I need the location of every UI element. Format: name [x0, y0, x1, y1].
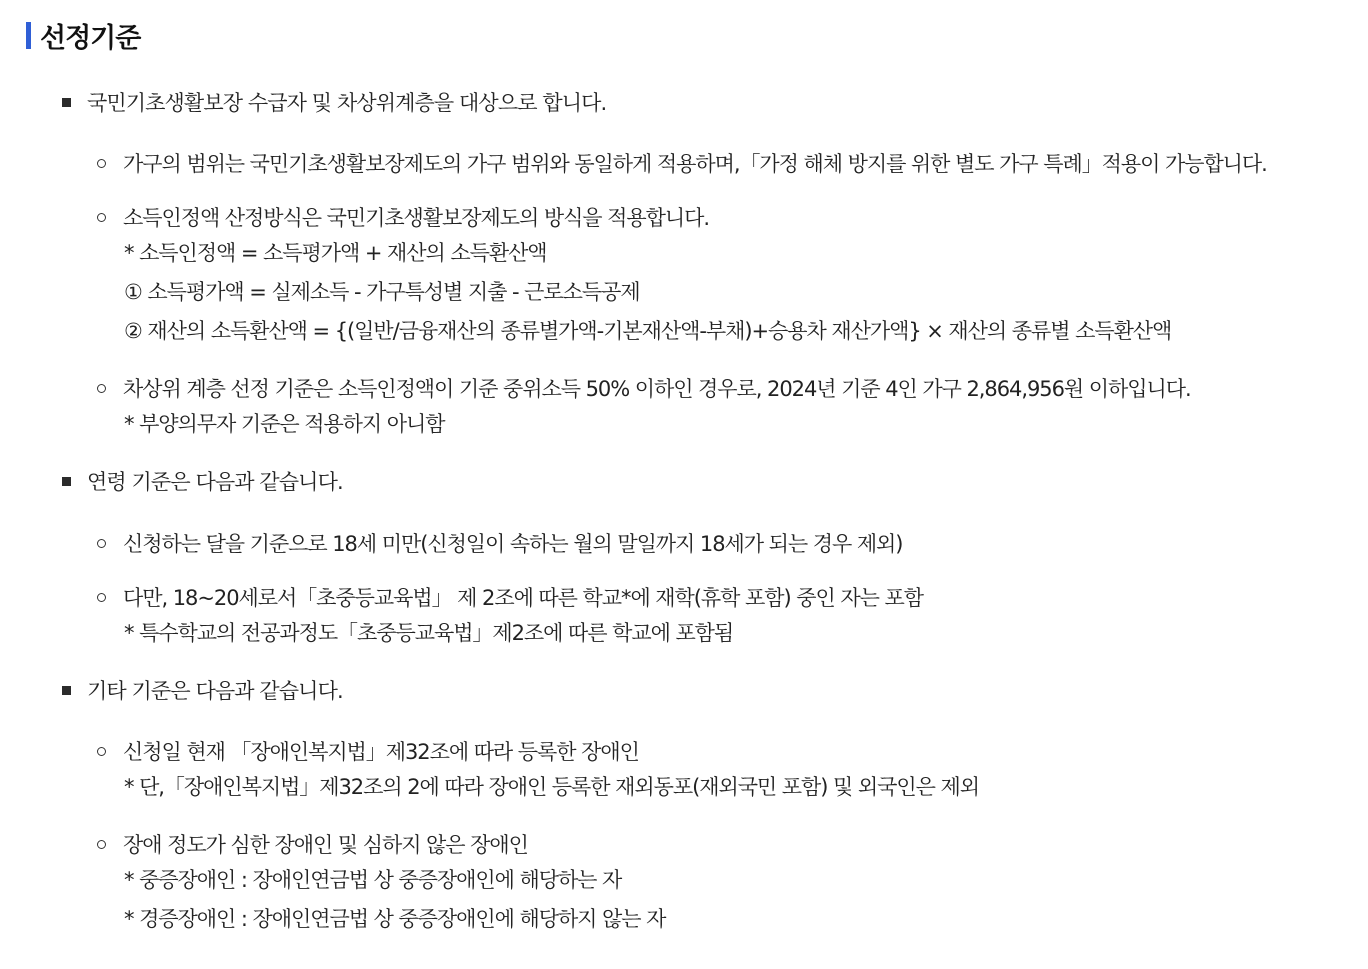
circle-bullet-icon	[97, 747, 106, 756]
sub-item-household-scope	[97, 148, 1267, 178]
sub-item-note: ② 재산의 소득환산액 = {(일반/금융재산의 종류별가액-기본재산액-부채)+승용차 재산가액} × 재산의 종류별 소득환산액	[124, 318, 1172, 343]
circle-bullet-icon	[97, 213, 106, 222]
sub-item-note: * 소득인정액 = 소득평가액 + 재산의 소득환산액	[124, 240, 547, 265]
sub-item-note: * 부양의무자 기준은 적용하지 아니함	[124, 411, 445, 436]
sub-item-near-poverty-threshold	[97, 373, 1191, 442]
sub-item-income-calculation	[97, 202, 1171, 349]
sub-item-note: ① 소득평가액 = 실제소득 - 가구특성별 지출 - 근로소득공제	[124, 279, 640, 304]
sub-item-note: * 특수학교의 전공과정도「초중등교육법」제2조에 따른 학교에 포함됨	[124, 620, 734, 645]
page-title: 선정기준	[40, 22, 141, 54]
circle-bullet-icon	[97, 539, 106, 548]
criteria-item-other	[62, 675, 343, 705]
circle-bullet-icon	[97, 159, 106, 168]
sub-item-text: 신청하는 달을 기준으로 18세 미만(신청일이 속하는 월의 말일까지 18세가 되는 경우 제외)	[123, 532, 903, 556]
square-bullet-icon	[62, 98, 71, 107]
square-bullet-icon	[62, 477, 71, 486]
sub-item-under-18	[97, 528, 902, 558]
criteria-item-text: 연령 기준은 다음과 같습니다.	[87, 470, 343, 494]
criteria-item-text: 국민기초생활보장 수급자 및 차상위계층을 대상으로 합니다.	[87, 91, 607, 115]
sub-item-text: 다만, 18~20세로서「초중등교육법」 제 2조에 따른 학교*에 재학(휴학 포함) 중인 자는 포함	[123, 586, 923, 610]
square-bullet-icon	[62, 686, 71, 695]
circle-bullet-icon	[97, 593, 106, 602]
sub-item-text: 차상위 계층 선정 기준은 소득인정액이 기준 중위소득 50% 이하인 경우로, 2024년 기준 4인 가구 2,864,956원 이하입니다.	[123, 377, 1191, 401]
heading-marker-icon	[26, 22, 31, 49]
sub-item-note: * 중증장애인 : 장애인연금법 상 중증장애인에 해당하는 자	[124, 867, 622, 892]
sub-item-text: 장애 정도가 심한 장애인 및 심하지 않은 장애인	[123, 833, 528, 857]
criteria-item-recipients	[62, 87, 606, 117]
section-heading	[26, 16, 140, 54]
sub-item-text: 소득인정액 산정방식은 국민기초생활보장제도의 방식을 적용합니다.	[123, 206, 709, 230]
sub-item-text: 신청일 현재 「장애인복지법」제32조에 따라 등록한 장애인	[123, 740, 639, 764]
sub-item-18-to-20-students	[97, 582, 923, 651]
sub-item-note: * 경증장애인 : 장애인연금법 상 중증장애인에 해당하지 않는 자	[124, 906, 666, 931]
criteria-item-age	[62, 466, 343, 496]
circle-bullet-icon	[97, 840, 106, 849]
sub-item-disability-severity	[97, 829, 665, 937]
criteria-item-text: 기타 기준은 다음과 같습니다.	[87, 679, 343, 703]
sub-item-note: * 단,「장애인복지법」제32조의 2에 따라 장애인 등록한 재외동포(재외국민 포함) 및 외국인은 제외	[124, 774, 979, 799]
circle-bullet-icon	[97, 384, 106, 393]
sub-item-registered-disability	[97, 736, 979, 805]
sub-item-text: 가구의 범위는 국민기초생활보장제도의 가구 범위와 동일하게 적용하며,「가정 해체 방지를 위한 별도 가구 특례」적용이 가능합니다.	[123, 152, 1267, 176]
